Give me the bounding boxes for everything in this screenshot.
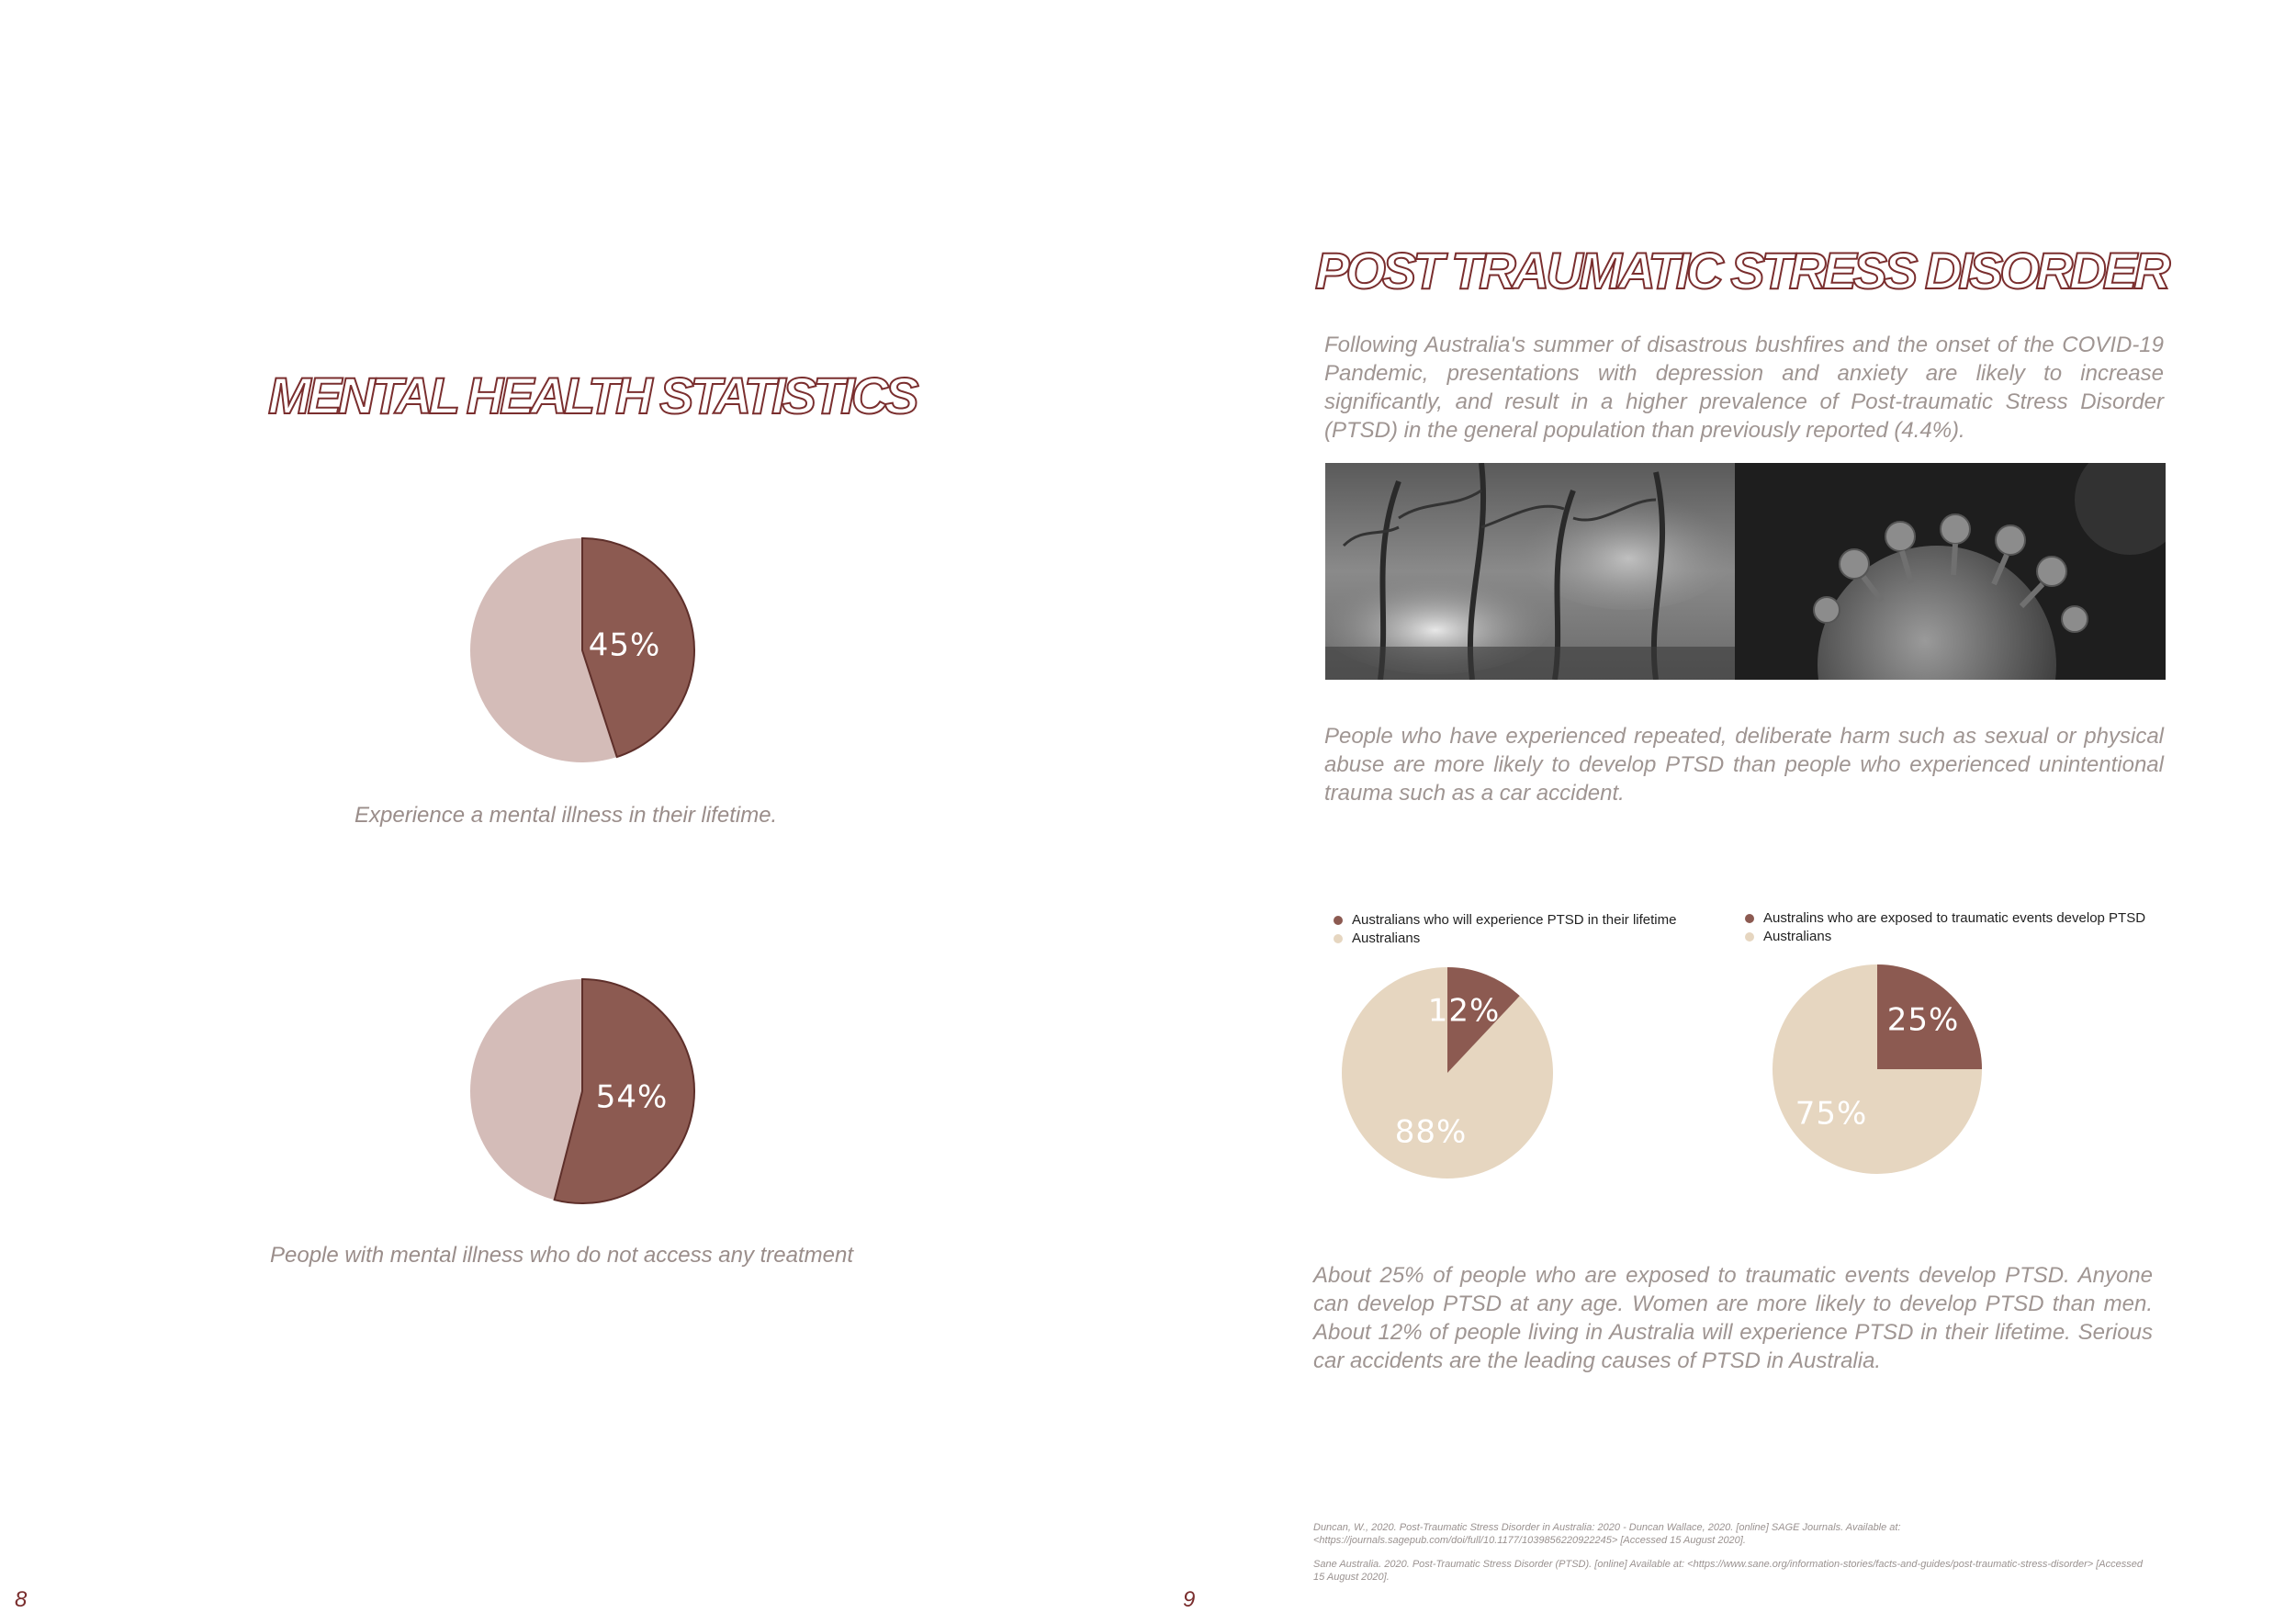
legend-swatch-light — [1745, 932, 1754, 942]
page-title-ptsd: POST TRAUMATIC STRESS DISORDER — [1315, 242, 2167, 299]
legend-label: Australians — [1763, 929, 1832, 944]
legend-entry — [1334, 930, 1676, 948]
virus-photo — [1735, 463, 2166, 680]
abuse-paragraph: People who have experienced repeated, deliberate harm such as sexual or physical abuse are more likely to develop PTSD than people who experienced unintentional trauma such as a car accident. — [1324, 724, 2164, 806]
legend-label: Australins who are exposed to traumatic events develop PTSD — [1763, 910, 2146, 926]
pie1-caption: Experience a mental illness in their lifetime. — [355, 803, 778, 828]
page-number-left: 8 — [15, 1587, 28, 1612]
intro-paragraph: Following Australia's summer of disastrous bushfires and the onset of the COVID-19 Pandemic, presentations with depression and anxiety are likely to increase significantly, and result in a higher prevalence of Post-traumatic Stress Disorder (PTSD) in the general population than previously reported (4.4%). — [1324, 333, 2164, 443]
page-number-right: 9 — [1183, 1587, 1196, 1612]
pie-label-45: 45% — [588, 626, 661, 664]
pie-chart-mental-illness — [459, 531, 707, 770]
pie-label-88: 88% — [1394, 1113, 1468, 1151]
pie-label-54: 54% — [595, 1078, 669, 1116]
ptsd-facts-paragraph: About 25% of people who are exposed to traumatic events develop PTSD. Anyone can develop PTSD at any age. Women are more likely to develop PTSD than men. About 12% of people living in Australia will experience PTSD in their lifetime. Serious car accidents are the leading causes of PTSD in Australia. — [1313, 1263, 2153, 1373]
bushfire-image — [1325, 463, 1735, 680]
pie-label-25: 25% — [1886, 1001, 1960, 1039]
legend-label: Australians who will experience PTSD in their lifetime — [1352, 912, 1677, 928]
pie-chart-ptsd-exposed — [1767, 959, 1987, 1179]
pie-chart-no-treatment — [459, 972, 707, 1211]
coronavirus-image — [1735, 463, 2166, 680]
reference-item: Duncan, W., 2020. Post-Traumatic Stress Disorder in Australia: 2020 - Duncan Wallace, 2020. [online] SAGE Journals. Available at: <https://journals.sagepub.com/doi/full/10.1177/1039856220922245> [Accessed 15 August 2020]. — [1313, 1522, 1901, 1546]
legend-ptsd-lifetime — [1334, 911, 1676, 948]
page-title-mental-health: MENTAL HEALTH STATISTICS — [268, 367, 916, 424]
references — [1313, 1521, 2149, 1595]
legend-ptsd-exposed — [1745, 909, 2145, 946]
legend-entry — [1745, 909, 2145, 928]
legend-entry — [1745, 928, 2145, 946]
bushfire-photo — [1325, 463, 1735, 680]
legend-entry — [1334, 911, 1676, 930]
pie-chart-ptsd-lifetime — [1337, 963, 1558, 1183]
legend-swatch-light — [1334, 934, 1343, 943]
legend-swatch-dark — [1334, 916, 1343, 925]
legend-swatch-dark — [1745, 914, 1754, 923]
pie-label-12: 12% — [1427, 992, 1501, 1030]
pie2-caption: People with mental illness who do not access any treatment — [270, 1243, 854, 1268]
pie-label-75: 75% — [1795, 1095, 1868, 1133]
reference-item: Sane Australia. 2020. Post-Traumatic Stress Disorder (PTSD). [online] Available at: <https://www.sane.org/information-stories/facts-and-guides/post-traumatic-stress-disorder> [Accessed 15 August 2020]. — [1313, 1559, 2143, 1583]
legend-label: Australians — [1352, 930, 1421, 946]
